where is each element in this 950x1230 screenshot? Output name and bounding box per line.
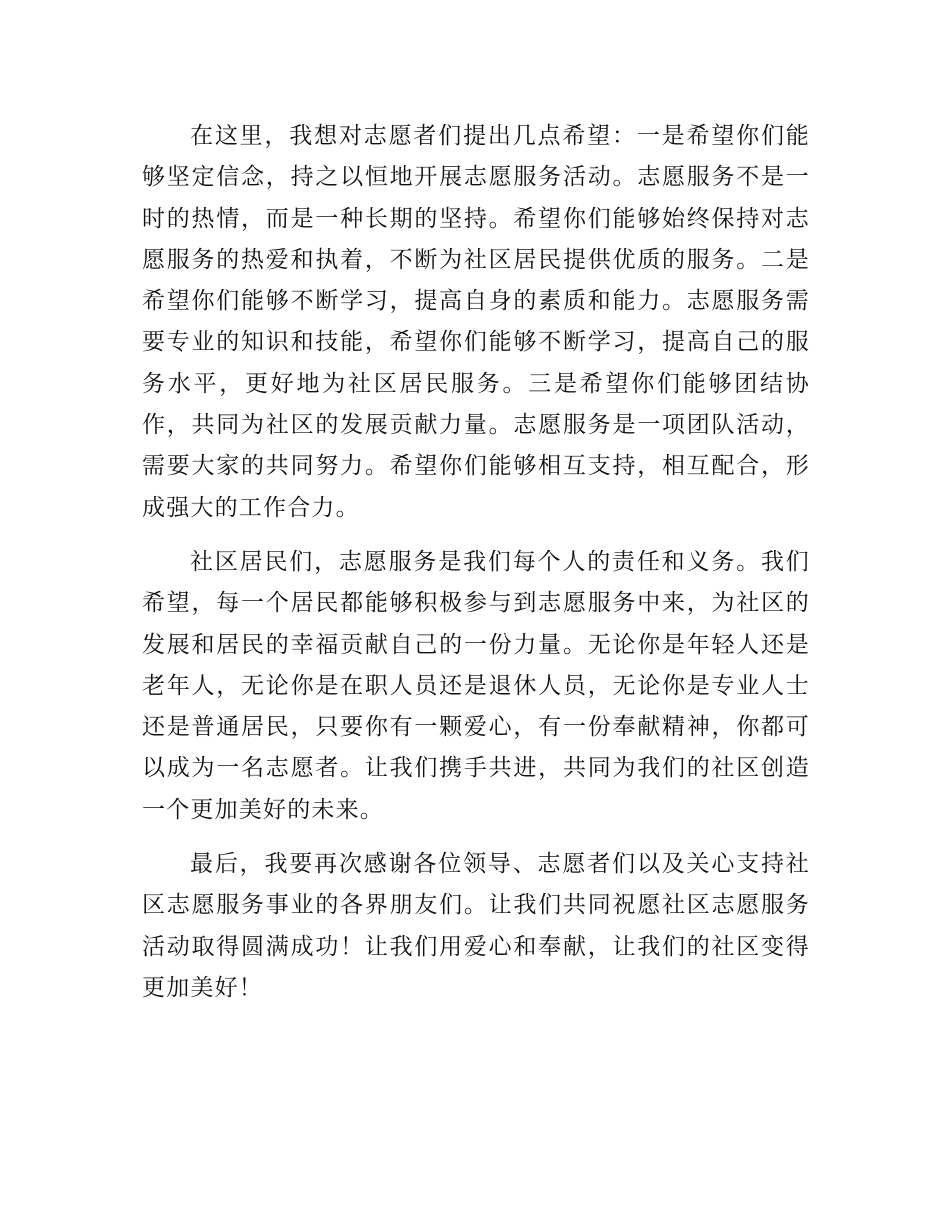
paragraph-closing-thanks: 最后，我要再次感谢各位领导、志愿者们以及关心支持社区志愿服务事业的各界朋友们。让我们共同祝愿社区志愿服务活动取得圆满成功！让我们用爱心和奉献，让我们的社区变得更加美好！	[142, 851, 810, 1001]
paragraph-hopes-for-volunteers: 在这里，我想对志愿者们提出几点希望：一是希望你们能够坚定信念，持之以恒地开展志愿服务活动。志愿服务不是一时的热情，而是一种长期的坚持。希望你们能够始终保持对志愿服务的热爱和执着，不断为社区居民提供优质的服务。二是希望你们能够不断学习，提高自身的素质和能力。志愿服务需要专业的知识和技能，希望你们能够不断学习，提高自己的服务水平，更好地为社区居民服务。三是希望你们能够团结协作，共同为社区的发展贡献力量。志愿服务是一项团队活动，需要大家的共同努力。希望你们能够相互支持，相互配合，形成强大的工作合力。	[142, 123, 810, 521]
document-body	[142, 116, 810, 1022]
paragraph-call-to-residents: 社区居民们，志愿服务是我们每个人的责任和义务。我们希望，每一个居民都能够积极参与到志愿服务中来，为社区的发展和居民的幸福贡献自己的一份力量。无论你是年轻人还是老年人，无论你是在职人员还是退休人员，无论你是专业人士还是普通居民，只要你有一颗爱心，有一份奉献精神，你都可以成为一名志愿者。让我们携手共进，共同为我们的社区创造一个更加美好的未来。	[142, 548, 810, 823]
